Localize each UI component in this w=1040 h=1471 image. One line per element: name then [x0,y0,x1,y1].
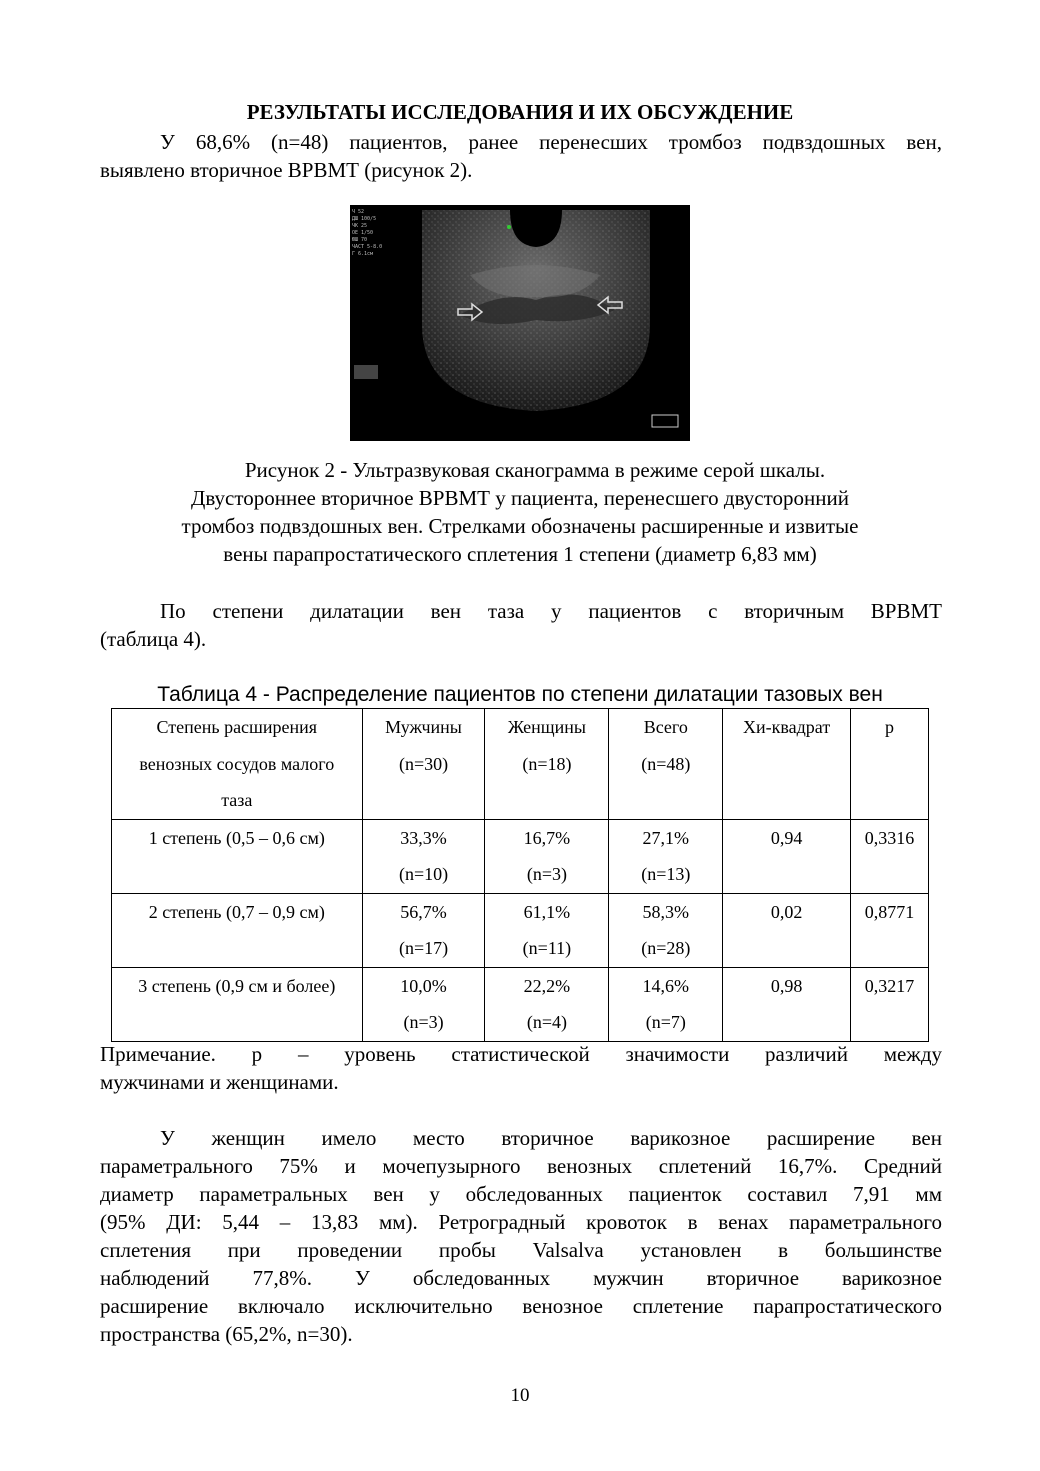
header-men: Мужчины (n=30) [362,709,485,820]
svg-text:ДШ 100/5: ДШ 100/5 [352,216,377,222]
dilation-table [111,708,929,1042]
header-women: Женщины (n=18) [485,709,609,820]
header-total: Всего (n=48) [609,709,723,820]
figure-caption-line-4: вены парапростатического сплетения 1 степени (диаметр 6,83 мм) [223,542,817,566]
cell-degree: 1 степень (0,5 – 0,6 см) [112,819,363,893]
cell-women: 16,7% (n=3) [485,819,609,893]
svg-text:ЮШ 70: ЮШ 70 [352,237,368,243]
women-line-3: диаметр параметральных вен у обследованных пациенток составил 7,91 мм [100,1182,942,1206]
dilation-line-1: По степени дилатации вен таза у пациентов с вторичным ВРВМТ [160,599,942,623]
women-line-5: сплетения при проведении пробы Valsalva установлен в большинстве [100,1238,942,1262]
cell-degree: 3 степень (0,9 см и более) [112,967,363,1041]
table-row [112,893,929,967]
cell-total: 27,1% (n=13) [609,819,723,893]
header-chi-square: Хи-квадрат [723,709,851,820]
table-note-line-1: Примечание. р – уровень статистической значимости различий между [100,1042,942,1066]
figure-caption-line-1: Рисунок 2 - Ультразвуковая сканограмма в режиме серой шкалы. [244,458,826,482]
cell-p: 0,3217 [851,967,929,1041]
intro-line-2: выявлено вторичное ВРВМТ (рисунок 2). [100,158,473,182]
header-p: p [851,709,929,820]
table-note-line-2: мужчинами и женщинами. [100,1070,339,1094]
women-line-7: расширение включало исключительно венозное сплетение парапростатического [100,1294,942,1318]
figure-caption [100,456,940,568]
ultrasound-image [350,205,690,441]
section-heading: РЕЗУЛЬТАТЫ ИССЛЕДОВАНИЯ И ИХ ОБСУЖДЕНИЕ [246,100,794,124]
cell-chi: 0,94 [723,819,851,893]
cell-men: 10,0% (n=3) [362,967,485,1041]
cell-women: 61,1% (n=11) [485,893,609,967]
table-caption: Таблица 4 - Распределение пациентов по степени дилатации тазовых вен [157,683,883,706]
table-note [100,1040,942,1096]
table-row [112,819,929,893]
svg-text:ЧК 25: ЧК 25 [352,223,368,229]
cell-men: 56,7% (n=17) [362,893,485,967]
cell-chi: 0,02 [723,893,851,967]
women-line-1: У женщин имело место вторичное варикозное расширение вен [160,1126,942,1150]
intro-paragraph [100,128,942,184]
cell-men: 33,3% (n=10) [362,819,485,893]
table-header-row [112,709,929,820]
women-line-6: наблюдений 77,8%. У обследованных мужчин вторичное варикозное [100,1266,942,1290]
cell-p: 0,8771 [851,893,929,967]
svg-text:ЧАСТ 5-8.0: ЧАСТ 5-8.0 [352,244,383,250]
women-paragraph [100,1124,942,1348]
figure-caption-line-3: тромбоз подвздошных вен. Стрелками обозначены расширенные и извитые [181,514,859,538]
page-number: 10 [510,1385,530,1406]
cell-total: 58,3% (n=28) [609,893,723,967]
cell-degree: 2 степень (0,7 – 0,9 см) [112,893,363,967]
svg-text:Ч 52: Ч 52 [352,209,365,215]
cell-chi: 0,98 [723,967,851,1041]
women-line-4: (95% ДИ: 5,44 – 13,83 мм). Ретроградный кровоток в венах параметрального [100,1210,942,1234]
dilation-paragraph [100,597,942,653]
intro-line-1: У 68,6% (n=48) пациентов, ранее перенесших тромбоз подвздошных вен, [160,130,942,154]
cell-total: 14,6% (n=7) [609,967,723,1041]
women-line-2: параметрального 75% и мочепузырного венозных сплетений 16,7%. Средний [100,1154,942,1178]
svg-text:Г 6.1см: Г 6.1см [352,251,374,257]
cell-women: 22,2% (n=4) [485,967,609,1041]
table-row [112,967,929,1041]
figure-caption-line-2: Двустороннее вторичное ВРВМТ у пациента, перенесшего двусторонний [191,486,849,510]
dilation-line-2: (таблица 4). [100,627,207,651]
svg-text:ОЕ 1/50: ОЕ 1/50 [352,230,374,236]
ultrasound-scan-graphic [350,205,690,441]
cell-p: 0,3316 [851,819,929,893]
women-line-8: пространства (65,2%, n=30). [100,1322,353,1346]
header-degree: Степень расширения венозных сосудов малого таза [112,709,363,820]
